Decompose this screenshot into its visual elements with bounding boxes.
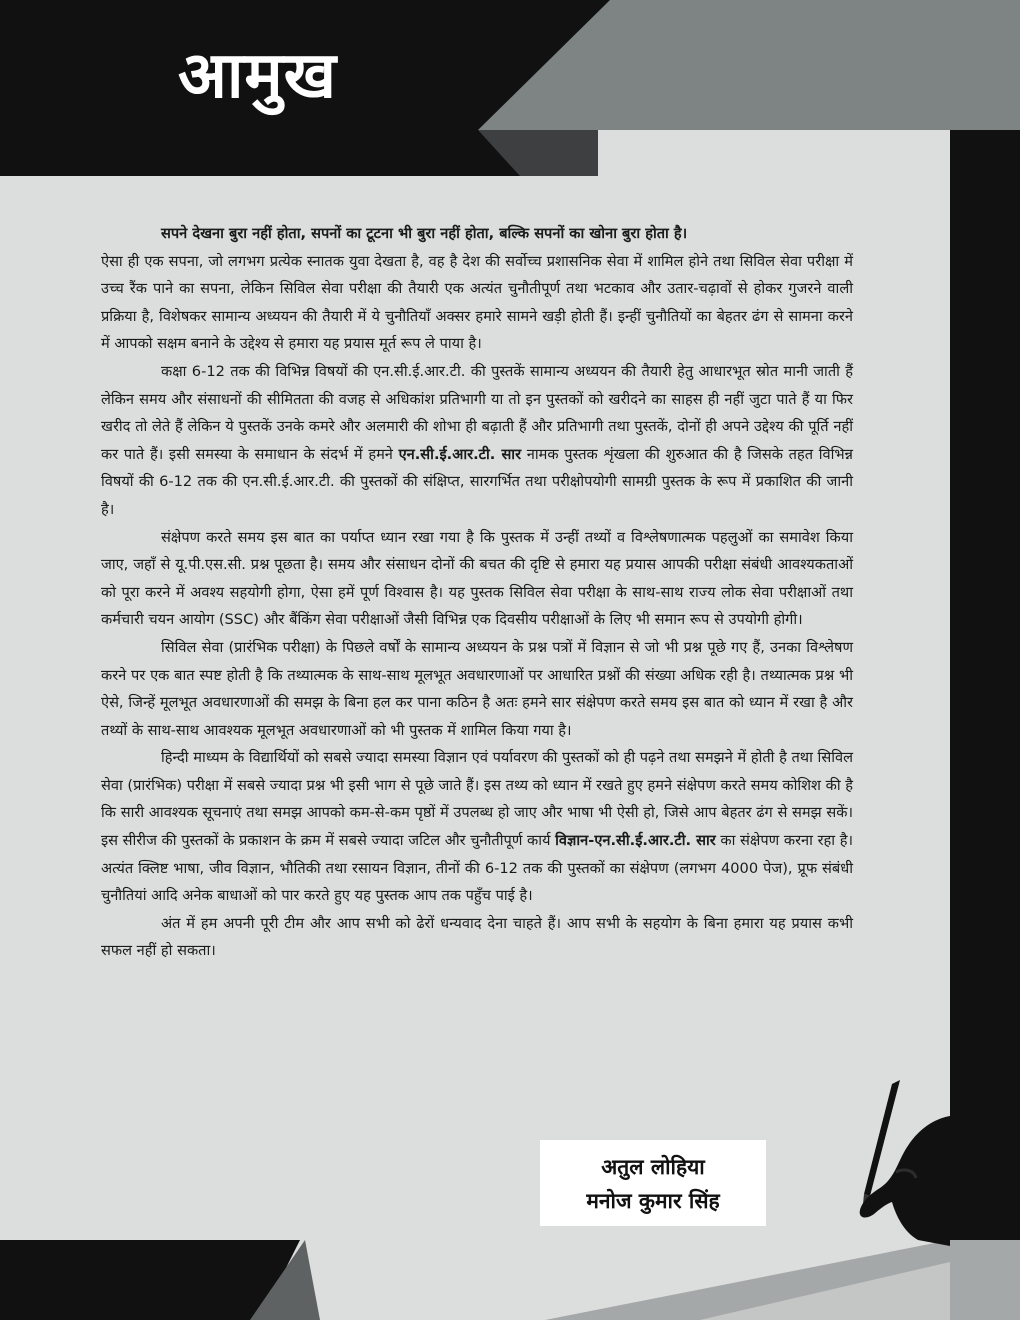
paragraph-text: हिन्दी माध्यम के विद्यार्थियों को सबसे ज्यादा समस्या विज्ञान एवं पर्यावरण की पुस्तकों को ही पढ़ने तथा समझने में होती है तथा सिविल सेवा (प्रारंभिक) परीक्षा में सबसे ज्यादा प्रश्न भी इसी भाग से पूछे जाते हैं। इस तथ्य को ध्यान में रखते हुए हमने संक्षेपण करते समय कोशिश की है कि सारी आवश्यक सूचनाएं तथा समझ आपको कम-से-कम पृष्ठों में उपलब्ध हो जाए और भाषा भी ऐसी हो, जिसे आप बेहतर ढंग से समझ सकें। इस सीरीज की पुस्तकों के प्रकाशन के क्रम में सबसे ज्यादा जटिल और चुनौतीपूर्ण कार्य: [101, 749, 853, 850]
right-dark-strip: [950, 176, 1020, 1320]
bold-series-name: एन.सी.ई.आर.टी. सार: [398, 445, 522, 463]
paragraph: अंत में हम अपनी पूरी टीम और आप सभी को ढेरों धन्यवाद देना चाहते हैं। आप सभी के सहयोग के बिना हमारा यह प्रयास कभी सफल नहीं हो सकता।: [101, 914, 853, 960]
paragraph: [101, 358, 853, 524]
bottom-dark-wedge: [0, 1240, 300, 1320]
paragraph: सिविल सेवा (प्रारंभिक परीक्षा) के पिछले वर्षों के सामान्य अध्ययन के प्रश्न पत्रों में विज्ञान से जो भी प्रश्न पूछे गए हैं, उनका विश्लेषण करने पर एक बात स्पष्ट होती है कि तथ्यात्मक के साथ-साथ मूलभूत अवधारणाओं पर आधारित प्रश्नों की संख्या अधिक रही है। तथ्यात्मक प्रश्न भी ऐसे, जिन्हें मूलभूत अवधारणाओं की समझ के बिना हल कर पाना कठिन है अतः हमने सार संक्षेपण करते समय इस बात को ध्यान में रखा है और तथ्यों के साथ-साथ आवश्यक मूलभूत अवधारणाओं को भी पुस्तक में शामिल किया गया है।: [101, 638, 853, 739]
paragraph-text: का संक्षेपण करना रहा है। अत्यंत क्लिष्ट भाषा, जीव विज्ञान, भौतिकी तथा रसायन विज्ञान, तीनों की 6-12 तक की पुस्तकों का संक्षेपण (लगभग 4000 पेज), प्रूफ संबंधी चुनौतियां आदि अनेक बाधाओं को पार करते हुए यह पुस्तक आप तक पहुँच पाई है।: [101, 832, 854, 905]
paragraph: ऐसा ही एक सपना, जो लगभग प्रत्येक स्नातक युवा देखता है, वह है देश की सर्वोच्च प्रशासनिक सेवा में शामिल होने तथा सिविल सेवा परीक्षा में उच्च रैंक पाने का सपना, लेकिन सिविल सेवा परीक्षा की तैयारी एक अत्यंत चुनौतीपूर्ण तथा भटकाव और उतार-चढ़ावों से होकर गुजरने वाली प्रक्रिया है, विशेषकर सामान्य अध्ययन की तैयारी में ये चुनौतियाँ अक्सर हमारे सामने खड़ी होती हैं। इन्हीं चुनौतियों का बेहतर ढंग से सामना करने में आपको सक्षम बनाने के उद्देश्य से हमारा यह प्रयास मूर्त रूप ले पाया है।: [101, 252, 853, 353]
lead-paragraph: सपने देखना बुरा नहीं होता, सपनों का टूटना भी बुरा नहीं होता, बल्कि सपनों का खोना बुरा होता है।: [161, 225, 688, 242]
paragraph: संक्षेपण करते समय इस बात का पर्याप्त ध्यान रखा गया है कि पुस्तक में उन्हीं तथ्यों व विश्लेषणात्मक पहलुओं का समावेश किया जाए, जहाँ से यू.पी.एस.सी. प्रश्न पूछता है। समय और संसाधन दोनों की बचत की दृष्टि से हमारा यह प्रयास आपकी परीक्षा संबंधी आवश्यकताओं को पूरा करने में अवश्य सहयोगी होगा, ऐसा हमें पूर्ण विश्वास है। यह पुस्तक सिविल सेवा परीक्षा के साथ-साथ राज्य लोक सेवा परीक्षाओं तथा कर्मचारी चयन आयोग (SSC) और बैंकिंग सेवा परीक्षाओं जैसी विभिन्न एक दिवसीय परीक्षाओं के लिए भी समान रूप से उपयोगी होगी।: [101, 528, 853, 629]
author-name: मनोज कुमार सिंह: [586, 1189, 720, 1213]
paragraph-text: कक्षा 6-12 तक की विभिन्न विषयों की एन.सी.ई.आर.टी. की पुस्तकें सामान्य अध्ययन की तैयारी हेतु आधारभूत स्रोत मानी जाती हैं लेकिन समय और संसाधनों की सीमितता की वजह से अधिकांश प्रतिभागी या तो इन पुस्तकों को खरीदने का साहस ही नहीं जुटा पाते हैं या फिर खरीद तो लेते हैं लेकिन ये पुस्तकें उनके कमरे और अलमारी की शोभा ही बढ़ाती हैं और प्रतिभागी तथा पुस्तकें, दोनों ही अपने उद्देश्य की पूर्ति नहीं कर पाते हैं। इसी समस्या के समाधान के संदर्भ में हमने: [101, 362, 853, 463]
bold-book-name: विज्ञान-एन.सी.ई.आर.टी. सार: [555, 832, 716, 850]
page-title: आमुख: [178, 39, 338, 113]
body-text: [101, 220, 853, 965]
pen-in-hand-icon: [800, 1076, 950, 1246]
author-name: अतुल लोहिया: [601, 1155, 705, 1179]
paragraph-text: नामक पुस्तक शृंखला की शुरुआत की है जिसके तहत विभिन्न विषयों की 6-12 तक की एन.सी.ई.आर.टी. की पुस्तकों की संक्षिप्त, सारगर्भित तथा परीक्षोपयोगी सामग्री पुस्तक के रूप में प्रकाशित की जानी है।: [101, 445, 853, 518]
signature-box: [540, 1140, 766, 1226]
paragraph: [101, 744, 853, 910]
